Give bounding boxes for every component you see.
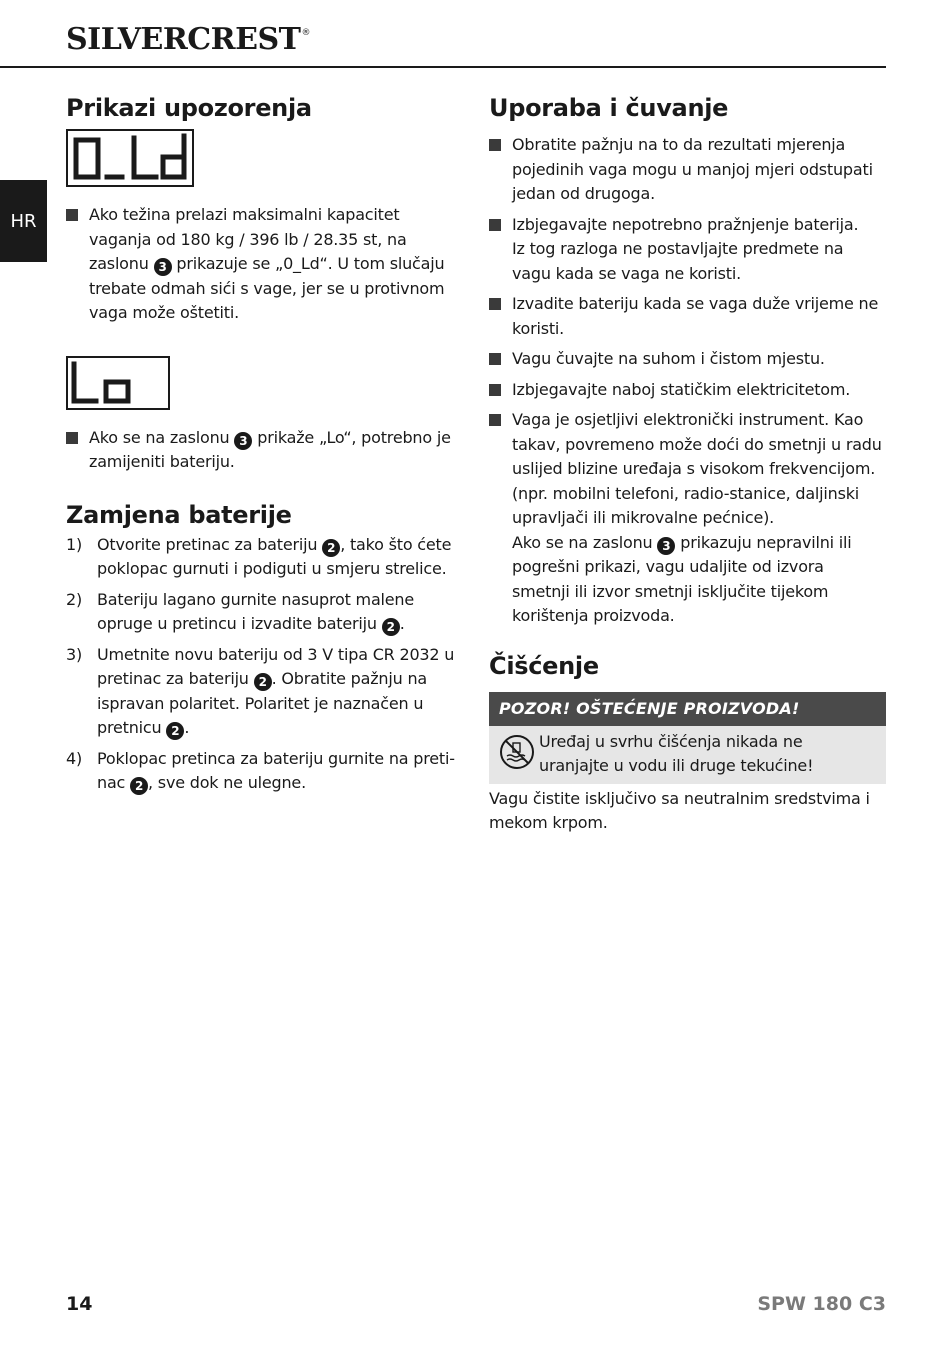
text-span: Ako se na zaslonu bbox=[512, 532, 658, 552]
lcd-old-graphic bbox=[68, 131, 192, 185]
step-item bbox=[66, 588, 466, 637]
step-item bbox=[66, 747, 466, 796]
battery-steps bbox=[66, 533, 466, 796]
text-span: Izbjegavajte nepotrebno pražnjenje baterija. bbox=[512, 214, 859, 234]
list-item bbox=[66, 426, 466, 475]
text-span: Umetnite novu bateriju od 3 V tipa CR 2032 u pretinac za bateriju bbox=[97, 644, 455, 688]
ref-badge: 2 bbox=[254, 673, 272, 691]
lcd-lo-graphic bbox=[68, 358, 168, 408]
step-item bbox=[66, 643, 466, 741]
list-item bbox=[489, 213, 886, 287]
caution-body bbox=[489, 726, 886, 784]
step-number: 4) bbox=[66, 748, 83, 768]
lcd-display-lo bbox=[66, 356, 170, 410]
list-item bbox=[489, 347, 886, 372]
text-span: , sve dok ne ulegne. bbox=[148, 773, 306, 792]
registered-mark: ® bbox=[301, 28, 310, 38]
text-span: Iz tog razloga ne postavljajte predmete na vagu kada se vaga ne koristi. bbox=[512, 239, 844, 283]
ref-badge: 3 bbox=[657, 537, 675, 555]
text-span: , tako što ćete poklopac gurnuti i podiguti u smjeru strelice. bbox=[97, 534, 452, 578]
ref-badge: 2 bbox=[166, 722, 184, 740]
text-span: . bbox=[399, 614, 405, 633]
list-item bbox=[66, 203, 466, 326]
no-immersion-icon bbox=[499, 730, 539, 774]
usage-list bbox=[489, 133, 886, 629]
text-span: prikazuje se „0_Ld“. U tom slučaju trebate odmah sići s vage, jer se u protivnom vaga može oštetiti. bbox=[89, 254, 445, 322]
list-item bbox=[489, 408, 886, 629]
text-span: Otvorite pretinac za bateriju bbox=[97, 534, 323, 554]
step-number: 1) bbox=[66, 534, 83, 554]
step-number: 3) bbox=[66, 644, 83, 664]
text-span: Izvadite bateriju kada se vaga duže vrijeme ne koristi. bbox=[512, 294, 879, 338]
language-tab: HR bbox=[0, 180, 47, 262]
cleaning-heading: Čišćenje bbox=[489, 651, 599, 680]
warning-old-list bbox=[66, 203, 466, 326]
brand-logo bbox=[66, 22, 310, 57]
text-span: Izbjegavajte naboj statičkim elektricitetom. bbox=[512, 379, 851, 399]
ref-badge: 2 bbox=[382, 618, 400, 636]
warnings-heading: Prikazi upozorenja bbox=[66, 94, 312, 122]
list-item bbox=[489, 292, 886, 341]
caution-heading: POZOR! OŠTEĆENJE PROIZVODA! bbox=[489, 692, 886, 726]
text-span: Vaga je osjetljivi elektronički instrument. Kao takav, povremeno može doći do smetnji u radu uslijed blizine uređaja s visokom frekvencijom. (npr. mobilni telefoni, radio-stanice, daljinski upravljači ili mikrovalne pećnice). bbox=[512, 410, 882, 527]
list-item bbox=[489, 133, 886, 207]
cleaning-text: Vagu čistite isključivo sa neutralnim sredstvima i mekom krpom. bbox=[489, 788, 870, 832]
battery-heading: Zamjena baterije bbox=[66, 500, 292, 529]
ref-badge: 2 bbox=[322, 539, 340, 557]
step-item bbox=[66, 533, 466, 582]
ref-badge: 3 bbox=[154, 258, 172, 276]
lcd-display-old bbox=[66, 129, 194, 187]
right-column bbox=[489, 92, 886, 836]
text-span: Ako težina prelazi maksimalni kapacitet vaganja od 180 kg / 396 lb / 28.35 st, na zaslonu bbox=[89, 205, 407, 273]
warning-lo-list bbox=[66, 426, 466, 475]
ref-badge: 3 bbox=[234, 432, 252, 450]
text-span: . Obratite pažnju na ispravan polaritet. Polaritet je naznačen u pretnicu bbox=[97, 669, 427, 737]
left-column bbox=[66, 92, 466, 802]
text-span: Bateriju lagano gurnite nasuprot malene opruge u pretincu i izvadite bateriju bbox=[97, 589, 415, 633]
usage-heading: Uporaba i čuvanje bbox=[489, 94, 729, 122]
text-span: Obratite pažnju na to da rezultati mjerenja pojedinih vaga mogu u manjoj mjeri odstupati jedan od drugoga. bbox=[512, 135, 873, 203]
text-span: . bbox=[184, 718, 190, 737]
brand-logo-text: SILVERCREST bbox=[66, 22, 301, 57]
step-number: 2) bbox=[66, 589, 83, 609]
page-number: 14 bbox=[66, 1293, 93, 1315]
header-divider bbox=[0, 66, 886, 68]
text-span: Ako se na zaslonu bbox=[89, 427, 235, 447]
model-number: SPW 180 C3 bbox=[757, 1293, 886, 1315]
caution-text: Uređaj u svrhu čišćenja nikada ne uranjajte u vodu ili druge tekućine! bbox=[539, 731, 814, 775]
caution-box bbox=[489, 692, 886, 784]
text-span: prikazuju nepravilni ili pogrešni prikazi, vagu udaljite od izvora smetnji ili izvor smetnji isključite tijekom korištenja proizvoda. bbox=[512, 532, 852, 625]
text-span: prikaže „Lo“, potrebno je zamijeniti bateriju. bbox=[89, 427, 451, 471]
ref-badge: 2 bbox=[130, 777, 148, 795]
list-item bbox=[489, 378, 886, 403]
text-span: Poklopac pretinca za bateriju gurnite na preti-nac bbox=[97, 748, 455, 792]
text-span: Vagu čuvajte na suhom i čistom mjestu. bbox=[512, 349, 825, 368]
